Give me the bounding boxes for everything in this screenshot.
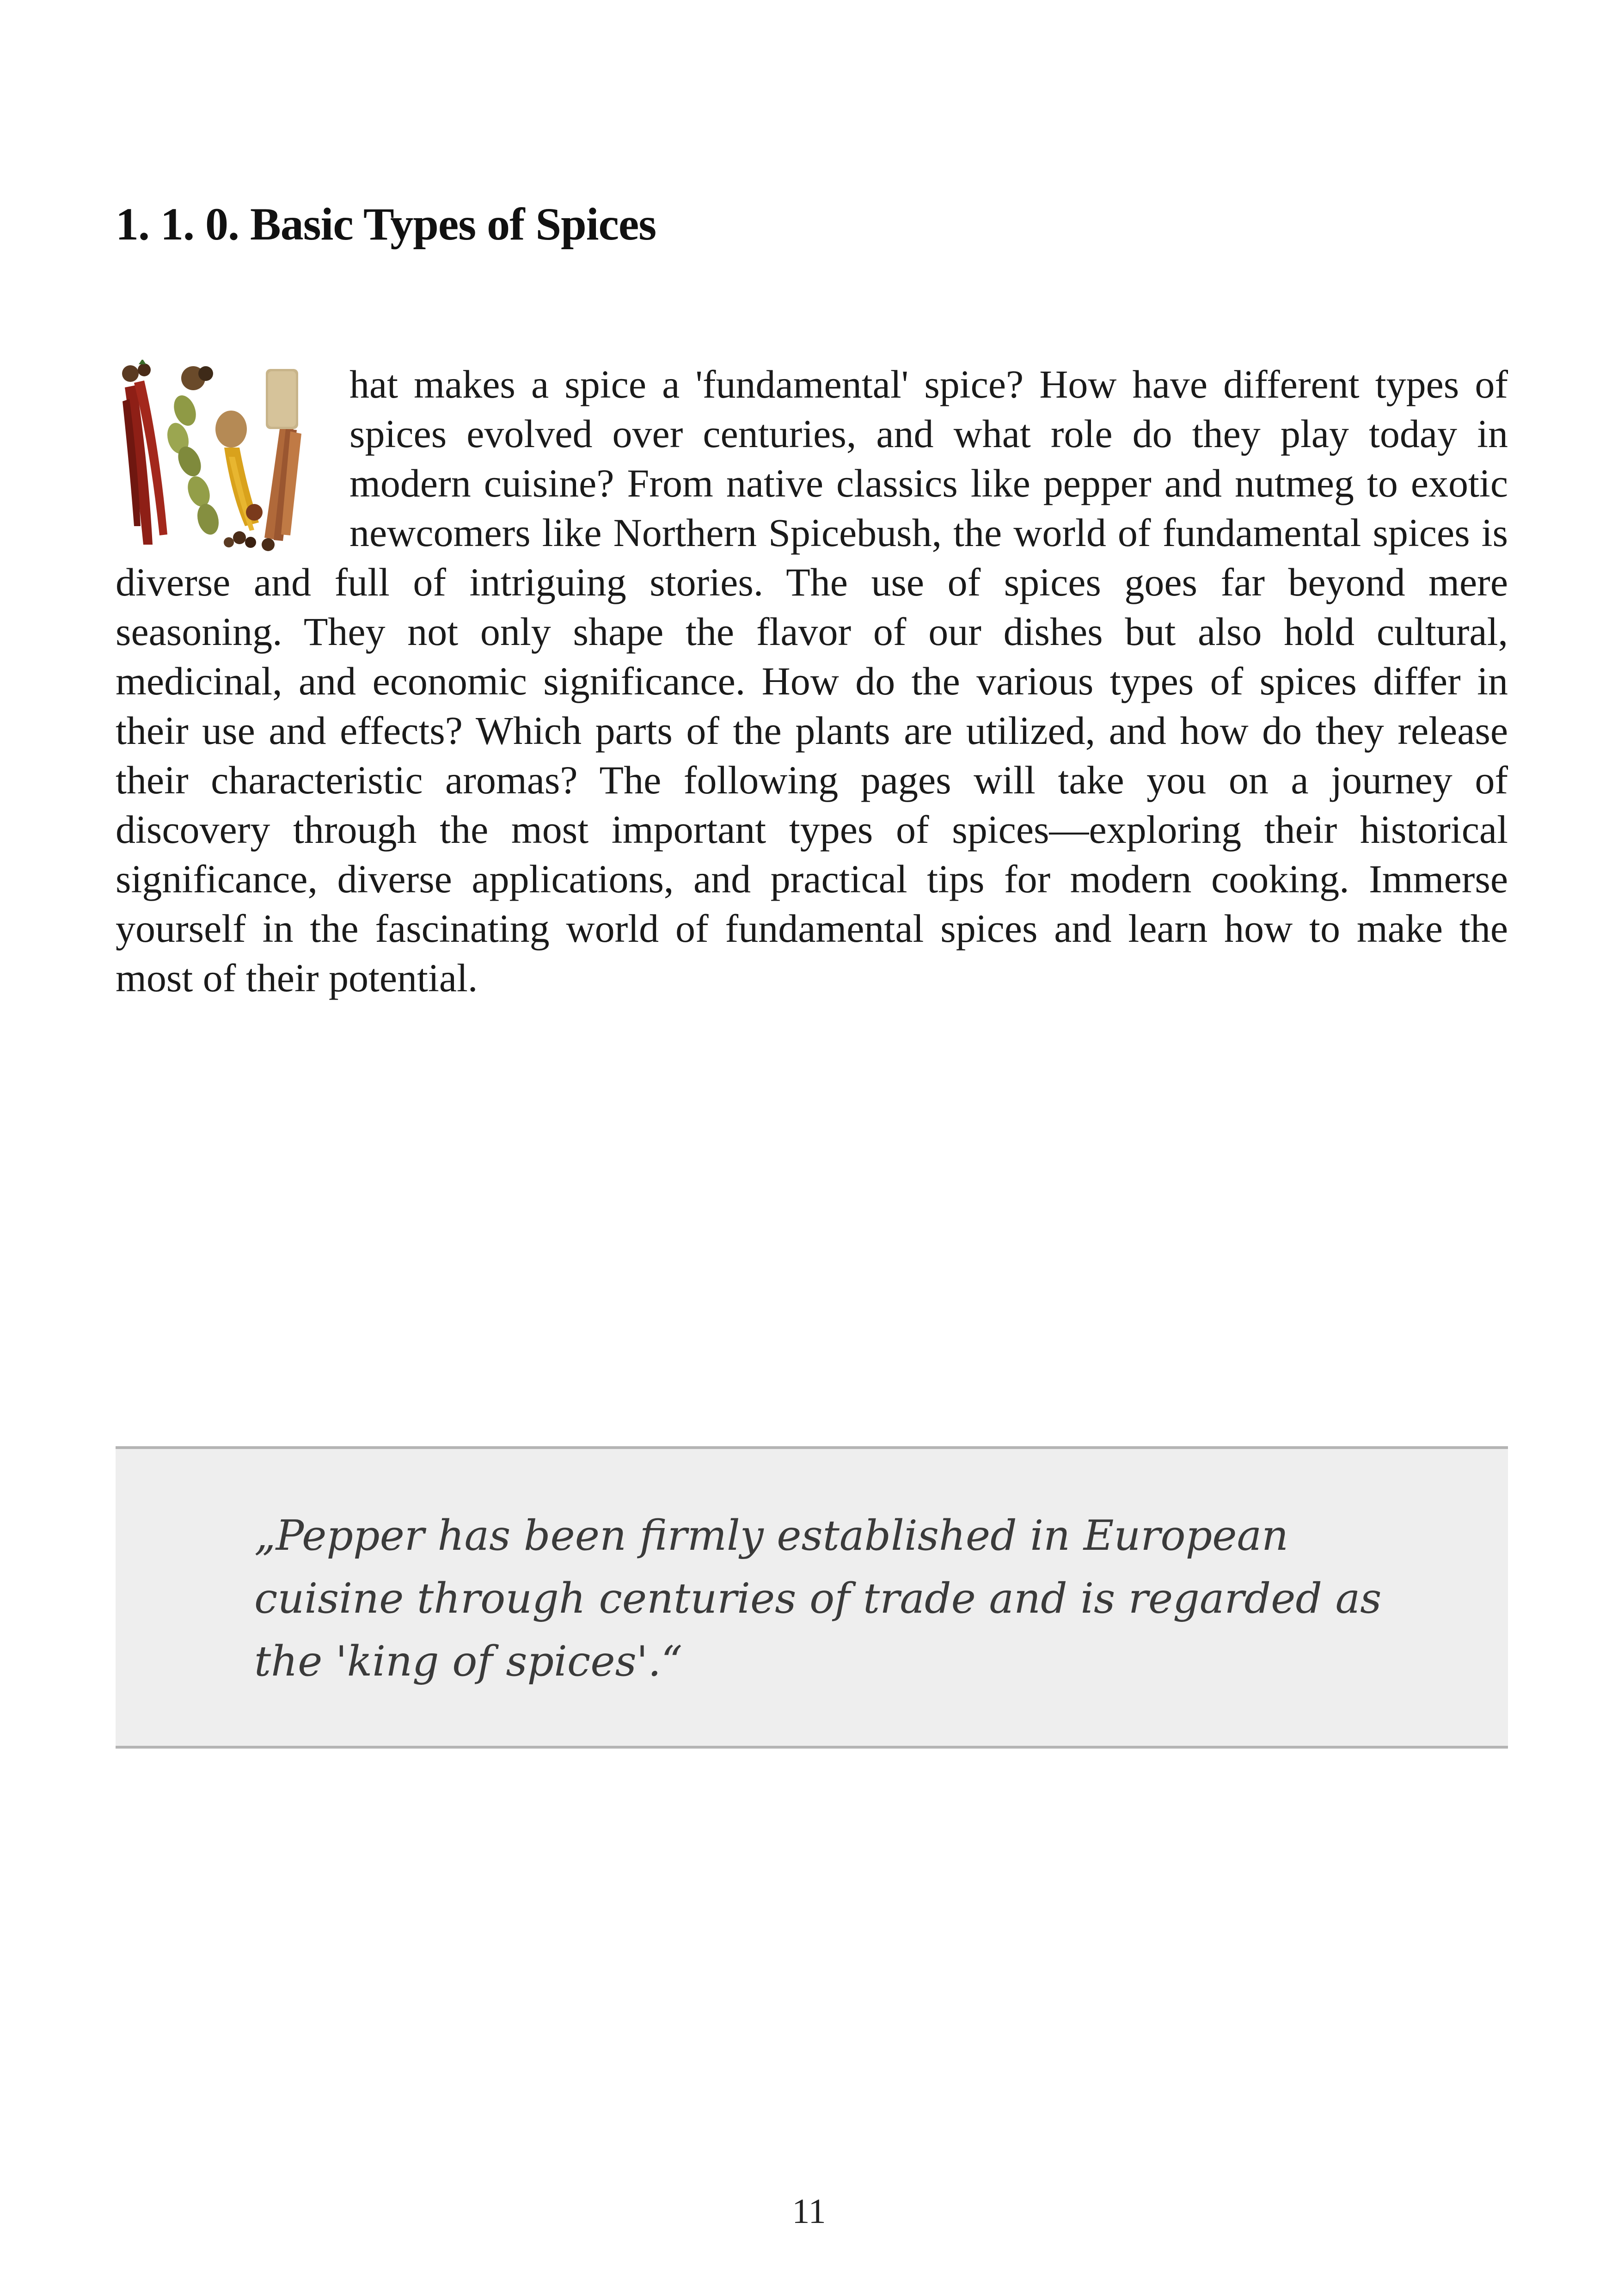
pull-quote-box [116, 1446, 1508, 1749]
dropcap-w-spices-illustration [116, 360, 337, 554]
intro-text: hat makes a spice a 'fundamental' spice? How have different types of spices evolved over centuries, and what role do they play today in modern cuisine? From native classics like pepper and nutmeg to exotic newcomers like Northern Spicebush, the world of fundamental spices is diverse and full of intriguing stories. The use of spices goes far beyond mere seasoning. They not only shape the flavor of our dishes but also hold cultural, medicinal, and economic significance. How do the various types of spices differ in their use and effects? Which parts of the plants are utilized, and how do they release their characteristic aromas? The following pages will take you on a journey of discovery through the most important types of spices—exploring their historical significance, diverse applications, and practical tips for modern cooking. Immerse yourself in the fascinating world of fundamental spices and learn how to make the most of their potential. [116, 362, 1508, 1000]
page-number: 11 [792, 2192, 826, 2231]
chili-stroke [122, 360, 167, 545]
pull-quote-text: „Pepper has been firmly established in European cuisine through centuries of trade and is regarded as the 'king of spices'.“ [254, 1511, 1382, 1686]
turmeric-stroke [215, 411, 259, 548]
section-heading: 1. 1. 0. Basic Types of Spices [116, 198, 656, 250]
cinnamon-stroke [246, 369, 301, 551]
cardamom-stroke [164, 366, 222, 537]
intro-paragraph [116, 360, 1508, 1003]
